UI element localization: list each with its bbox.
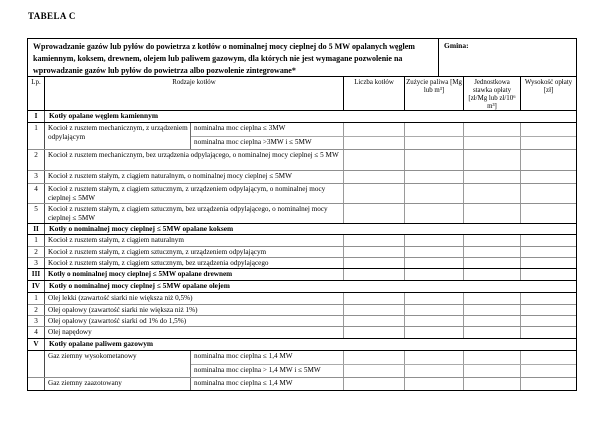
wysokosc-oplaty-cell [521,305,576,315]
row-num [28,351,45,377]
boiler-row [28,293,576,304]
wysokosc-oplaty-cell [521,258,576,268]
col-header-lp: Lp. [28,77,45,110]
wysokosc-oplaty-cell [521,204,576,223]
row-num [28,378,45,390]
liczba-kotlow-cell [344,378,405,390]
zuzycie-paliwa-cell [405,150,464,170]
row-label: Gaz ziemny zaazotowany [45,378,191,390]
wysokosc-oplaty-cell [521,123,576,136]
zuzycie-paliwa-cell [405,293,464,304]
liczba-kotlow-cell [344,316,405,326]
section-title: Kotły opalane paliwem gazowym [49,339,154,348]
stawka-oplaty-cell [464,365,521,378]
row-num: 2 [28,305,45,315]
boiler-row [28,123,576,149]
wysokosc-oplaty-cell [521,247,576,257]
row-label: Olej lekki (zawartość siarki nie większa niż 0,5%) [45,293,344,304]
liczba-kotlow-cell [344,150,405,170]
subrow-label: nominalna moc cieplna ≤ 1,4 MW [191,378,344,390]
row-num: 1 [28,293,45,304]
row-label: Kocioł z rusztem stałym, z ciągiem sztucznym, z urządzeniem odpylającym [45,247,344,257]
column-header-row [28,77,576,111]
row-label: Gaz ziemny wysokometanowy [45,351,191,377]
zuzycie-paliwa-cell [405,204,464,223]
liczba-kotlow-cell [344,247,405,257]
intro-row [28,39,576,77]
liczba-kotlow-cell [344,137,405,150]
liczba-kotlow-cell [344,184,405,203]
subrow [191,136,576,150]
boiler-row [28,315,576,326]
wysokosc-oplaty-cell [521,150,576,170]
subrow-group [191,123,576,149]
row-label: Olej napędowy [45,327,344,338]
stawka-oplaty-cell [464,305,521,315]
wysokosc-oplaty-cell [521,171,576,183]
stawka-oplaty-cell [464,316,521,326]
row-num: 2 [28,150,45,170]
row-label: Olej opałowy (zawartość siarki od 1% do 1,5%) [45,316,344,326]
wysokosc-oplaty-cell [521,293,576,304]
col-header-liczba: Liczba kotłów [344,77,405,110]
stawka-oplaty-cell [464,123,521,136]
wysokosc-oplaty-cell [521,269,576,280]
boiler-row [28,257,576,268]
col-header-stawka: Jednostkowa stawka opłaty [zł/Mg lub zł/10⁶ m³] [464,77,521,110]
subrow [191,364,576,378]
stawka-oplaty-cell [464,293,521,304]
wysokosc-oplaty-cell [521,378,576,390]
section-num: III [28,269,45,280]
liczba-kotlow-cell [344,293,405,304]
boiler-row [28,351,576,377]
subrow-label: nominalna moc cieplna ≤ 3MW [191,123,344,136]
section-title: Kotły o nominalnej mocy cieplnej ≤ 5MW opalane drewnem [45,269,344,280]
tabela-c [27,38,577,391]
col-header-zuzycie: Zużycie paliwa [Mg lub m³] [405,77,464,110]
col-header-rodzaje: Rodzaje kotłów [45,77,344,110]
stawka-oplaty-cell [464,204,521,223]
row-num: 3 [28,171,45,183]
zuzycie-paliwa-cell [405,247,464,257]
zuzycie-paliwa-cell [405,171,464,183]
wysokosc-oplaty-cell [521,137,576,150]
zuzycie-paliwa-cell [405,235,464,246]
row-num: 3 [28,316,45,326]
boiler-row [28,377,576,390]
section-header-row-IV [28,281,576,293]
liczba-kotlow-cell [344,204,405,223]
row-label: Kocioł z rusztem stałym, z ciągiem sztucznym, z urządzeniem odpylającym, o nominalnej mocy cieplnej ≤ 5MW [45,184,344,203]
wysokosc-oplaty-cell [521,184,576,203]
col-header-wysokosc: Wysokość opłaty [zł] [524,79,573,94]
subrow [191,123,576,136]
stawka-oplaty-cell [464,235,521,246]
section-header-row-I [28,111,576,123]
row-label: Kocioł z rusztem mechanicznym, z urządzeniem odpylającym [45,123,191,149]
zuzycie-paliwa-cell [405,351,464,364]
boiler-row [28,246,576,257]
boiler-row [28,203,576,223]
row-num: 2 [28,247,45,257]
gmina-label: Gmina: [444,41,469,50]
subrow [191,351,576,364]
zuzycie-paliwa-cell [405,327,464,338]
stawka-oplaty-cell [464,137,521,150]
row-label: Kocioł z rusztem mechanicznym, bez urządzenia odpylającego, o nominalnej mocy cieplnej ≤ 5 MW [45,150,344,170]
section-num: IV [28,281,45,292]
stawka-oplaty-cell [464,327,521,338]
row-num: 3 [28,258,45,268]
section-row-III [28,268,576,281]
zuzycie-paliwa-cell [405,269,464,280]
row-num: 1 [28,235,45,246]
section-num: V [28,339,45,350]
section-header-row-II [28,223,576,235]
section-header-row-V [28,338,576,351]
boiler-row [28,149,576,170]
liczba-kotlow-cell [344,305,405,315]
zuzycie-paliwa-cell [405,365,464,378]
section-title: Kotły opalane węglem kamiennym [49,111,159,120]
subrow-group [191,351,576,377]
zuzycie-paliwa-cell [405,184,464,203]
boiler-row [28,183,576,203]
wysokosc-oplaty-cell [521,327,576,338]
row-label: Kocioł z rusztem stałym, z ciągiem sztucznym, bez urządzenia odpylającego, o nominalnej mocy cieplnej ≤ 5MW [45,204,344,223]
liczba-kotlow-cell [344,351,405,364]
stawka-oplaty-cell [464,351,521,364]
row-label: Kocioł z rusztem stałym, z ciągiem sztucznym, bez urządzenia odpylającego [45,258,344,268]
liczba-kotlow-cell [344,365,405,378]
subrow-label: nominalna moc cieplna >3MW i ≤ 5MW [191,137,344,150]
subrow-label: nominalna moc cieplna > 1,4 MW i ≤ 5MW [191,365,344,378]
liczba-kotlow-cell [344,123,405,136]
row-label: Kocioł z rusztem stałym, z ciągiem naturalnym, o nominalnej mocy cieplnej ≤ 5MW [45,171,344,183]
section-num: I [28,111,45,122]
gmina-box [439,39,576,76]
zuzycie-paliwa-cell [405,305,464,315]
zuzycie-paliwa-cell [405,137,464,150]
section-num: II [28,224,45,234]
liczba-kotlow-cell [344,258,405,268]
liczba-kotlow-cell [344,171,405,183]
zuzycie-paliwa-cell [405,258,464,268]
stawka-oplaty-cell [464,184,521,203]
boiler-row [28,170,576,183]
stawka-oplaty-cell [464,247,521,257]
subrow-group [191,378,576,390]
intro-text: Wprowadzanie gazów lub pyłów do powietrza z kotłów o nominalnej mocy cieplnej do 5 MW opalanych węglem kamiennym, koksem, drewnem, olejem lub paliwem gazowym, dla których nie jest wymagane pozwolenie na wprowadzanie gazów lub pyłów do powietrza albo pozwolenie zintegrowane* [28,39,439,76]
boiler-row [28,304,576,315]
row-num: 4 [28,327,45,338]
wysokosc-oplaty-cell [521,351,576,364]
stawka-oplaty-cell [464,378,521,390]
boiler-row [28,326,576,338]
section-title: Kotły o nominalnej mocy cieplnej ≤ 5MW opalane olejem [49,281,230,290]
zuzycie-paliwa-cell [405,378,464,390]
stawka-oplaty-cell [464,150,521,170]
wysokosc-oplaty-cell [521,365,576,378]
liczba-kotlow-cell [344,235,405,246]
row-num: 1 [28,123,45,149]
row-label: Kocioł z rusztem stałym, z ciągiem naturalnym [45,235,344,246]
page-title: TABELA C [28,11,76,21]
row-num: 5 [28,204,45,223]
stawka-oplaty-cell [464,171,521,183]
liczba-kotlow-cell [344,327,405,338]
subrow [191,378,576,390]
stawka-oplaty-cell [464,258,521,268]
zuzycie-paliwa-cell [405,123,464,136]
row-num: 4 [28,184,45,203]
section-title: Kotły o nominalnej mocy cieplnej ≤ 5MW opalane koksem [49,224,234,233]
stawka-oplaty-cell [464,269,521,280]
wysokosc-oplaty-cell [521,316,576,326]
zuzycie-paliwa-cell [405,316,464,326]
row-label: Olej opałowy (zawartość siarki nie większa niż 1%) [45,305,344,315]
subrow-label: nominalna moc cieplna ≤ 1,4 MW [191,351,344,364]
wysokosc-oplaty-cell [521,235,576,246]
boiler-row [28,235,576,246]
liczba-kotlow-cell [344,269,405,280]
